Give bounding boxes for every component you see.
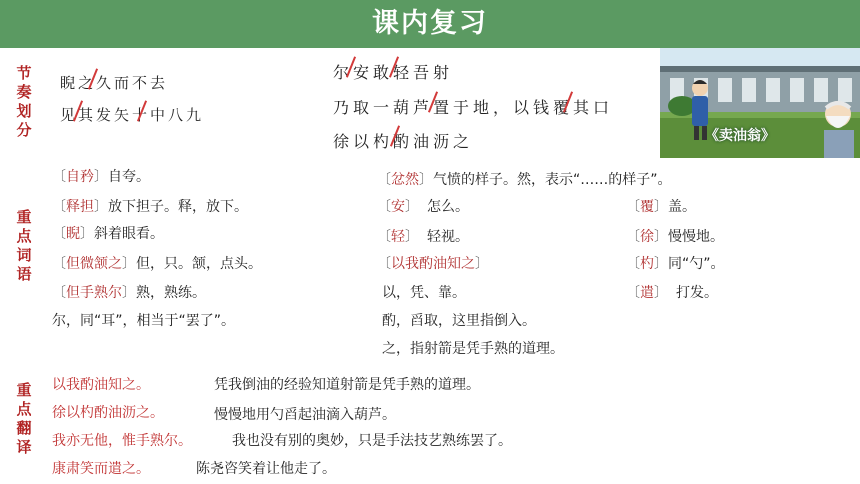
vocab-item [52, 225, 164, 243]
bracket-close: 〕 [122, 256, 136, 272]
vocab-item [377, 198, 469, 216]
vocab-term: 但微颔之 [66, 256, 122, 272]
vocab-term: 遣 [640, 285, 654, 301]
vocab-item [626, 228, 724, 246]
translation-text: 凭我倒油的经验知道射箭是凭手熟的道理。 [214, 377, 480, 393]
rhythm-line: 尔安敢轻吾射 [333, 63, 454, 82]
bracket-close: 〕 [405, 199, 419, 215]
bracket-close: 〕 [405, 229, 419, 245]
vocab-note: 以，凭、靠。 [382, 285, 466, 301]
vocab-def: 慢慢地。 [668, 229, 724, 245]
label-char: 译 [16, 438, 32, 456]
vocab-item [626, 255, 725, 273]
label-char: 奏 [16, 83, 32, 101]
section-label-translation [13, 381, 35, 457]
vocab-def: 斜着眼看。 [94, 226, 164, 242]
vocab-term: 徐 [640, 229, 654, 245]
bracket-close: 〕 [475, 256, 489, 272]
vocab-term: 释担 [66, 199, 94, 215]
vocab-item [52, 198, 248, 216]
bracket-close: 〕 [419, 172, 433, 188]
bracket-open: 〔 [52, 256, 66, 272]
label-char: 点 [16, 400, 32, 418]
vocab-term: 覆 [640, 199, 654, 215]
bracket-open: 〔 [52, 226, 66, 242]
vocab-note: 酌，舀取，这里指倒入。 [382, 313, 536, 329]
illustration-caption: 《卖油翁》 [705, 128, 775, 144]
label-char: 重 [16, 381, 32, 399]
translation-source: 康肃笑而遣之。 [52, 461, 150, 477]
vocab-term: 安 [391, 199, 405, 215]
vocab-def: 同“勺”。 [668, 256, 725, 272]
bracket-open: 〔 [626, 199, 640, 215]
label-char: 语 [16, 265, 32, 283]
translation-source: 徐以杓酌油沥之。 [52, 405, 164, 421]
bracket-open: 〔 [626, 229, 640, 245]
section-label-keywords [13, 208, 35, 284]
bracket-close: 〕 [654, 229, 668, 245]
bracket-open: 〔 [626, 256, 640, 272]
vocab-term: 自矜 [66, 169, 94, 185]
bracket-open: 〔 [377, 256, 391, 272]
rhythm-line: 徐以杓酌油沥之 [333, 132, 474, 151]
vocab-def: 打发。 [676, 285, 718, 301]
rhythm-line: 睨之久而不去 [60, 74, 169, 92]
translation-text: 陈尧咨笑着让他走了。 [196, 461, 336, 477]
bracket-close: 〕 [654, 256, 668, 272]
vocab-note: 尔，同“耳”，相当于“罢了”。 [52, 313, 236, 329]
bracket-open: 〔 [52, 199, 66, 215]
vocab-item [626, 284, 718, 302]
bracket-close: 〕 [654, 285, 668, 301]
label-char: 重 [16, 208, 32, 226]
vocab-item [52, 168, 150, 186]
label-char: 词 [16, 246, 32, 264]
vocab-def: 气愤的样子。然，表示“……的样子”。 [433, 172, 672, 188]
vocab-term: 忿然 [391, 172, 419, 188]
bracket-open: 〔 [377, 199, 391, 215]
bracket-close: 〕 [122, 285, 136, 301]
vocab-item [52, 284, 206, 302]
translation-text: 慢慢地用勺舀起油滴入葫芦。 [214, 407, 396, 423]
vocab-note: 之，指射箭是凭手熟的道理。 [382, 341, 564, 357]
vocab-item [377, 228, 469, 246]
vocab-def: 自夸。 [108, 169, 150, 185]
vocab-def: 怎么。 [427, 199, 469, 215]
vocab-term: 但手熟尔 [66, 285, 122, 301]
section-label-rhythm [13, 64, 35, 140]
vocab-item [52, 255, 262, 273]
vocab-item [377, 171, 672, 189]
label-char: 节 [16, 64, 32, 82]
bracket-close: 〕 [94, 169, 108, 185]
bracket-open: 〔 [377, 229, 391, 245]
rhythm-line: 乃取一葫芦置于地，以钱覆其口 [333, 98, 614, 117]
rhythm-line: 见其发矢十中八九 [60, 106, 205, 124]
vocab-term: 杓 [640, 256, 654, 272]
vocab-def: 轻视。 [427, 229, 469, 245]
bracket-open: 〔 [52, 169, 66, 185]
vocab-item [626, 198, 696, 216]
label-char: 翻 [16, 419, 32, 437]
vocab-def: 盖。 [668, 199, 696, 215]
page-title: 课内复习 [372, 8, 488, 39]
bracket-close: 〕 [80, 226, 94, 242]
bracket-open: 〔 [52, 285, 66, 301]
vocab-term: 以我酌油知之 [391, 256, 475, 272]
vocab-def: 熟，熟练。 [136, 285, 206, 301]
vocab-def: 放下担子。释，放下。 [108, 199, 248, 215]
label-char: 点 [16, 227, 32, 245]
vocab-def: 但，只。颔，点头。 [136, 256, 262, 272]
bracket-close: 〕 [94, 199, 108, 215]
vocab-term: 睨 [66, 226, 80, 242]
vocab-term: 轻 [391, 229, 405, 245]
translation-source: 我亦无他，惟手熟尔。 [52, 433, 192, 449]
label-char: 分 [16, 121, 32, 139]
bracket-close: 〕 [654, 199, 668, 215]
label-char: 划 [16, 102, 32, 120]
vocab-item [377, 255, 489, 273]
translation-source: 以我酌油知之。 [52, 377, 150, 393]
bracket-open: 〔 [377, 172, 391, 188]
translation-text: 我也没有别的奥妙，只是手法技艺熟练罢了。 [232, 433, 512, 449]
bracket-open: 〔 [626, 285, 640, 301]
